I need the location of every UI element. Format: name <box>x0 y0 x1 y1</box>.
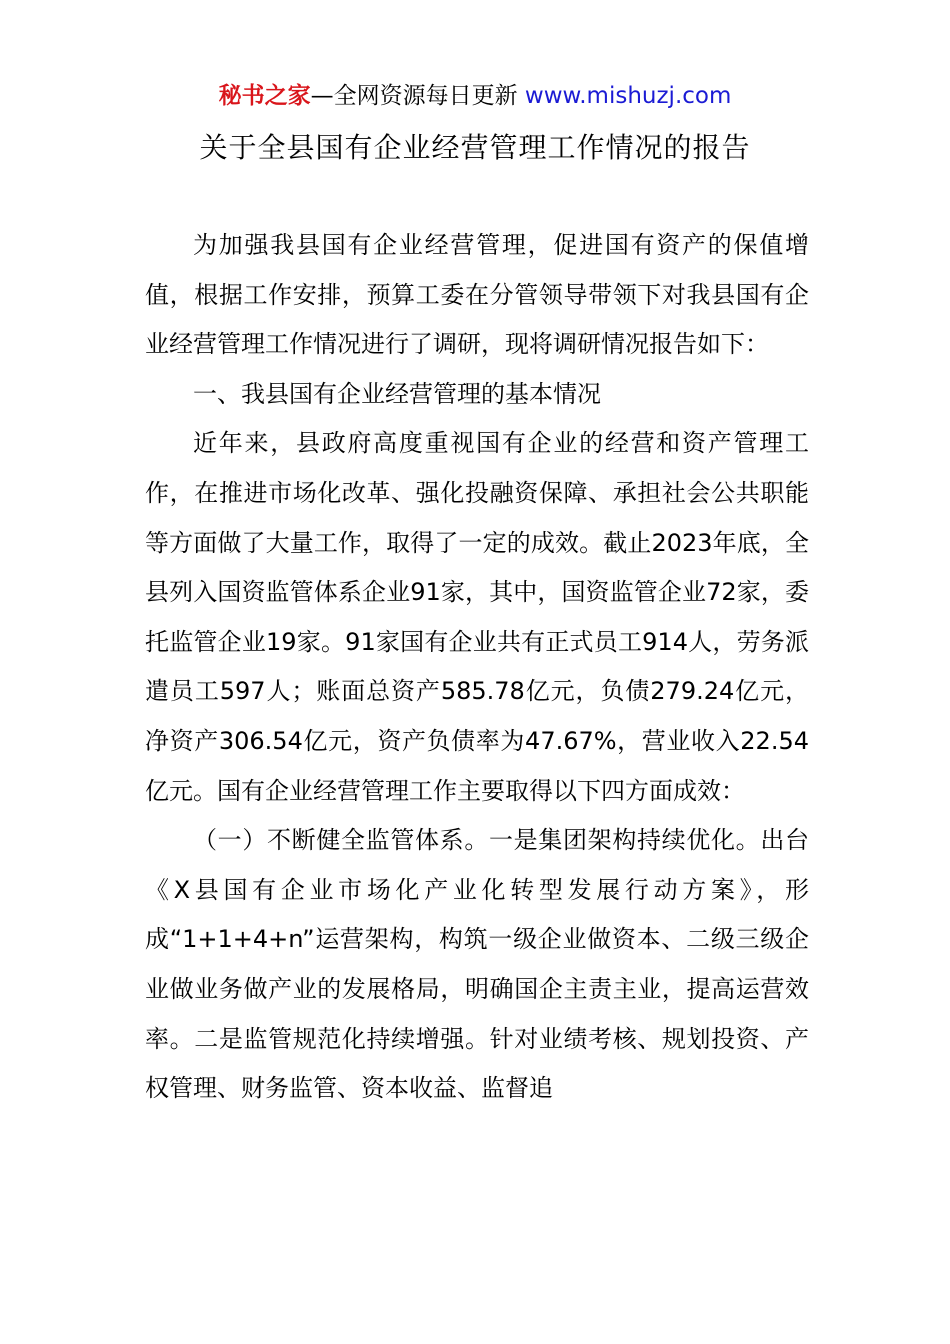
document-body <box>145 221 809 1114</box>
subsection-paragraph: （一）不断健全监管体系。一是集团架构持续优化。出台《X县国有企业市场化产业化转型发展行动方案》，形成“1+1+4+n”运营架构，构筑一级企业做资本、二级三级企业做业务做产业的发展格局，明确国企主责主业，提高运营效率。二是监管规范化持续增强。针对业绩考核、规划投资、产权管理、财务监管、资本收益、监督追 <box>145 826 809 1103</box>
overview-paragraph: 近年来，县政府高度重视国有企业的经营和资产管理工作，在推进市场化改革、强化投融资保障、承担社会公共职能等方面做了大量工作，取得了一定的成效。截止2023年底，全县列入国资监管体系企业91家，其中，国资监管企业72家，委托监管企业19家。91家国有企业共有正式员工914人，劳务派遣员工597人；账面总资产585.78亿元，负债279.24亿元，净资产306.54亿元，资产负债率为47.67%，营业收入22.54亿元。国有企业经营管理工作主要取得以下四方面成效： <box>145 429 809 805</box>
section-heading: 一、我县国有企业经营管理的基本情况 <box>193 379 601 408</box>
document-title: 关于全县国有企业经营管理工作情况的报告 <box>199 131 751 164</box>
site-url-link[interactable]: www.mishuzj.com <box>524 83 732 109</box>
site-header <box>0 80 950 112</box>
header-tagline: —全网资源每日更新 <box>310 83 525 109</box>
brand-name: 秘书之家 <box>218 83 311 109</box>
intro-paragraph: 为加强我县国有企业经营管理，促进国有资产的保值增值，根据工作安排，预算工委在分管领导带领下对我县国有企业经营管理工作情况进行了调研，现将调研情况报告如下： <box>145 231 809 359</box>
